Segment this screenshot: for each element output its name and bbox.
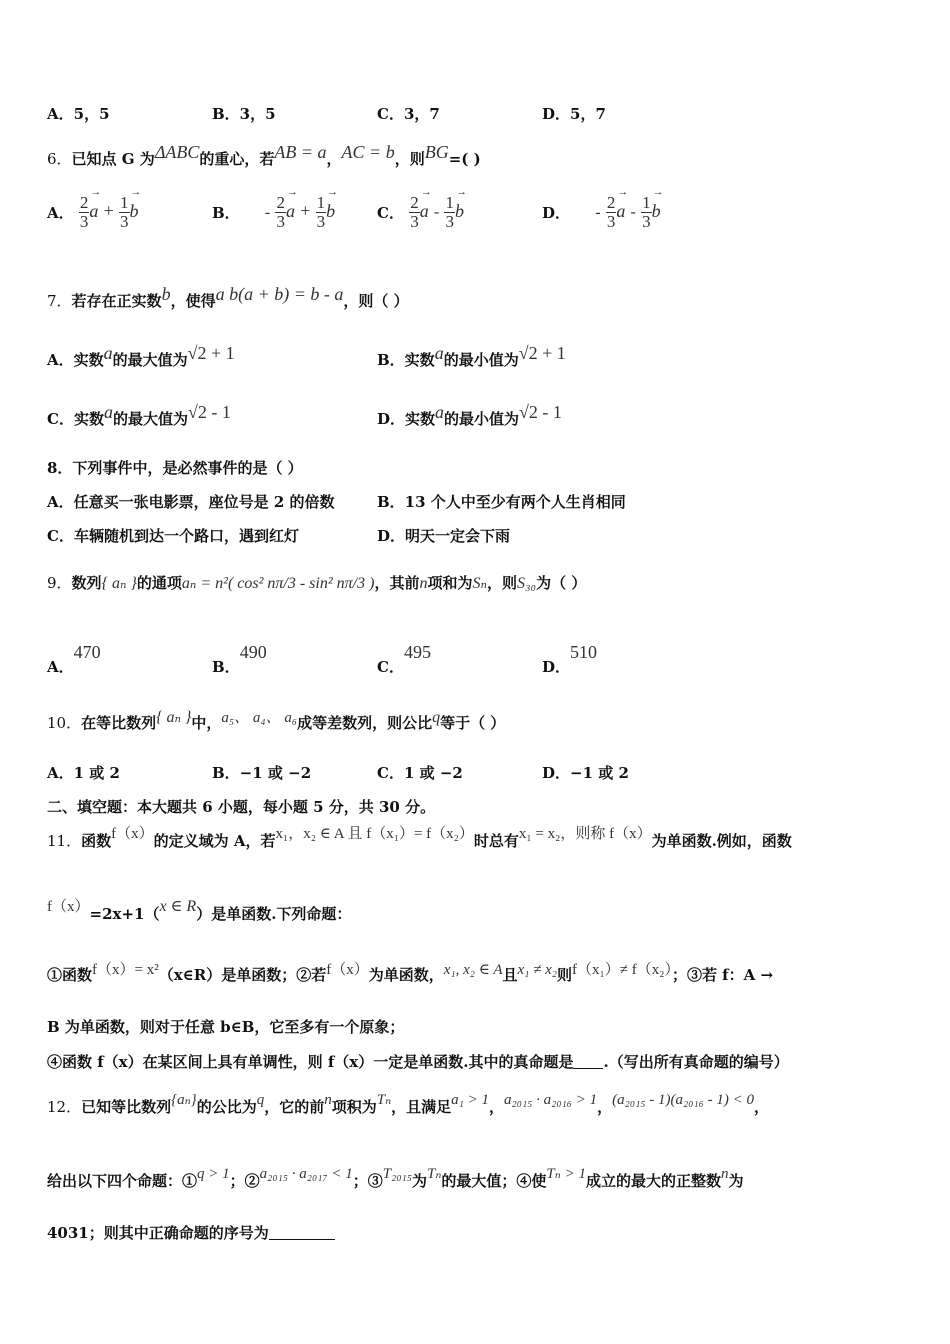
question-8: 8．下列事件中，是必然事件的是（ ） [47,459,303,477]
question-11-line-5: ④函数 f（x）在某区间上具有单调性，则 f（x）一定是单函数.其中的真命题是 .（写出所有真命题的编号） [47,1053,789,1071]
question-6: 6．已知点 G 为ΔABC的重心，若AB = a，AC = b，则BG=( ) [47,142,481,168]
q10-option-c: C．1 或 −2 [377,764,463,782]
question-7: 7．若存在正实数b，使得a b(a + b) = b - a，则（ ） [47,284,409,310]
answer-blank-11[interactable] [573,1054,603,1069]
q7-option-d: D．实数a的最小值为√2 - 1 [377,402,562,428]
q9-option-d: D．510 [542,642,598,676]
question-11-line-1: 11．函数f（x）的定义域为 A，若x₁，x₂ ∈ A 且 f（x₁）= f（x₂）时总有x₁ = x₂，则称 f（x）为单函数.例如，函数 [47,826,792,850]
q5-option-b: B．3，5 [212,105,276,123]
question-12-line-2: 给出以下四个命题：①q > 1；②a₂₀₁₅ · a₂₀₁₇ < 1；③T₂₀₁₅为Tₙ的最大值；④使Tₙ > 1成立的最大的正整数n为 [47,1166,744,1190]
q7-option-c: C．实数a的最大值为√2 - 1 [47,402,231,428]
q10-option-b: B．−1 或 −2 [212,764,312,782]
q8-option-b: B．13 个人中至少有两个人生肖相同 [377,493,626,511]
q7-option-b: B．实数a的最小值为√2 + 1 [377,343,566,369]
question-11-line-4: B 为单函数，则对于任意 b∈B，它至多有一个原象； [47,1018,405,1036]
question-12-line-1: 12．已知等比数列{aₙ}的公比为q，它的前n项积为Tₙ，且满足a₁ > 1，a₂₀₁₅ · a₂₀₁₆ > 1，(a₂₀₁₅ - 1)(a₂₀₁₆ - 1) < 0， [47,1092,769,1116]
q10-option-d: D．−1 或 2 [542,764,629,782]
q9-option-b: B．490 [212,642,267,676]
q6-option-b: B． - $\frac{2}{3}$ → a + $\frac{1}{3}$ → b [212,194,335,244]
q6-option-d: D． - $\frac{2}{3}$ → a - $\frac{1}{3}$ → b [542,194,661,244]
q8-option-a: A．任意买一张电影票，座位号是 2 的倍数 [47,493,335,511]
q5-option-d: D．5，7 [542,105,606,123]
question-11-line-3: ①函数f（x）= x²（x∈R）是单函数；②若f（x）为单函数，x₁, x₂ ∈ A且x₁ ≠ x₂则f（x₁）≠ f（x₂）；③若 f：A → [47,962,774,984]
q9-option-c: C．495 [377,642,431,676]
question-11-line-2: f（x）=2x+1（x ∈ R）是单函数.下列命题： [47,898,352,923]
q8-option-c: C．车辆随机到达一个路口，遇到红灯 [47,527,299,545]
q9-option-a: A．470 [47,642,101,676]
q6-option-c: C． $\frac{2}{3}$ → a - $\frac{1}{3}$ → b [377,194,464,244]
question-9: 9．数列{ aₙ }的通项aₙ = n²( cos² nπ/3 - sin² nπ/3 )，其前n项和为Sₙ，则S₃₀为（ ） [47,574,587,592]
q10-option-a: A．1 或 2 [47,764,120,782]
q7-option-a: A．实数a的最大值为√2 + 1 [47,343,235,369]
q5-option-c: C．3，7 [377,105,440,123]
section-heading-fill-in: 二、填空题：本大题共 6 小题，每小题 5 分，共 30 分。 [47,798,436,816]
q5-option-a: A．5，5 [47,105,110,123]
q6-option-a: A． $\frac{2}{3}$ → a + $\frac{1}{3}$ → b [47,194,139,244]
question-12-line-3: 4031；则其中正确命题的序号为 [47,1222,335,1243]
answer-blank-12[interactable] [269,1225,335,1240]
q8-option-d: D．明天一定会下雨 [377,527,511,545]
question-10: 10．在等比数列{ aₙ }中，a₅、 a₄、 a₆成等差数列，则公比q等于（ ） [47,709,506,732]
